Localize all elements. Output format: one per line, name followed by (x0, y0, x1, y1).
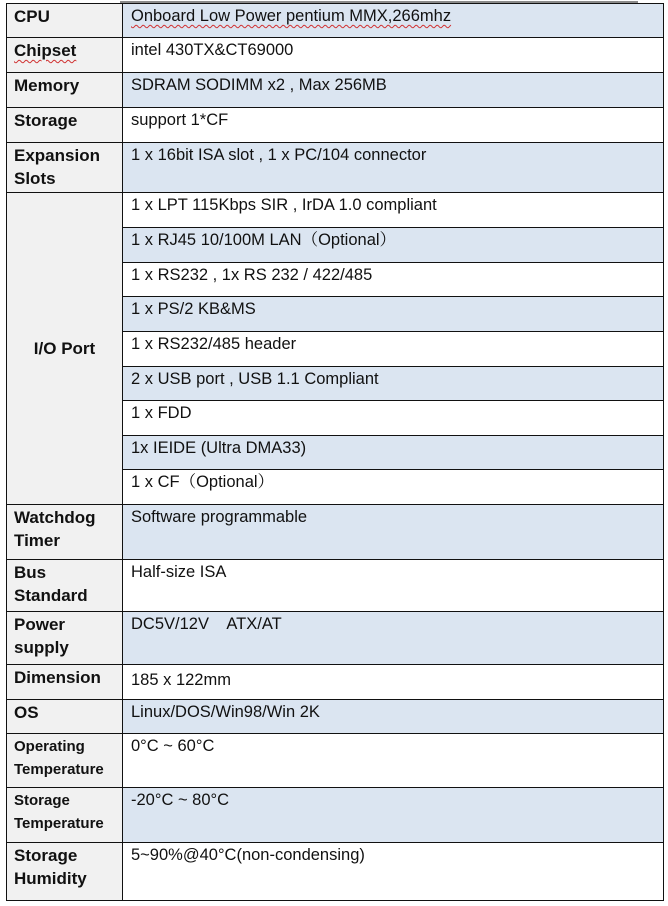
value-os: Linux/DOS/Win98/Win 2K (123, 700, 664, 734)
label-storage: Storage (7, 108, 123, 143)
value-power-supply: DC5V/12V ATX/AT (123, 612, 664, 665)
label-expansion-slots: Expansion Slots (7, 143, 123, 193)
value-bus-standard: Half-size ISA (123, 560, 664, 612)
value-io-rs232: 1 x RS232 , 1x RS 232 / 422/485 (123, 263, 664, 297)
table-row-dimension (7, 665, 664, 700)
table-row-watchdog (7, 505, 664, 560)
value-storage: support 1*CF (123, 108, 664, 143)
value-io-fdd: 1 x FDD (123, 401, 664, 436)
value-io-rj45: 1 x RJ45 10/100M LAN（Optional） (123, 228, 664, 263)
value-chipset: intel 430TX&CT69000 (123, 38, 664, 73)
value-expansion-slots: 1 x 16bit ISA slot , 1 x PC/104 connector (123, 143, 664, 193)
table-row-memory (7, 73, 664, 108)
table-row-storage (7, 108, 664, 143)
table-row-power (7, 612, 664, 665)
value-io-cf: 1 x CF（Optional） (123, 470, 664, 505)
label-bus-standard: Bus Standard (7, 560, 123, 612)
table-row-os (7, 700, 664, 734)
label-storage-humidity: Storage Humidity (7, 843, 123, 901)
label-chipset: Chipset (7, 38, 123, 73)
value-operating-temperature: 0°C ~ 60°C (123, 734, 664, 788)
spec-table (6, 3, 664, 901)
table-row-io-1 (7, 193, 664, 228)
label-storage-temperature: Storage Temperature (7, 788, 123, 843)
label-watchdog-timer: Watchdog Timer (7, 505, 123, 560)
label-operating-temperature: Operating Temperature (7, 734, 123, 788)
value-dimension: 185 x 122mm (123, 665, 664, 700)
value-storage-temperature: -20°C ~ 80°C (123, 788, 664, 843)
table-row-storage-temp (7, 788, 664, 843)
value-io-ide: 1x IEIDE (Ultra DMA33) (123, 436, 664, 470)
table-row-cpu (7, 4, 664, 38)
value-io-ps2: 1 x PS/2 KB&MS (123, 297, 664, 332)
label-io-port: I/O Port (7, 193, 123, 505)
value-io-lpt: 1 x LPT 115Kbps SIR , IrDA 1.0 compliant (123, 193, 664, 228)
value-watchdog-timer: Software programmable (123, 505, 664, 560)
table-row-expansion (7, 143, 664, 193)
value-memory: SDRAM SODIMM x2 , Max 256MB (123, 73, 664, 108)
label-dimension: Dimension (7, 665, 123, 700)
label-os: OS (7, 700, 123, 734)
value-io-rs485-header: 1 x RS232/485 header (123, 332, 664, 367)
table-row-storage-humidity (7, 843, 664, 901)
label-memory: Memory (7, 73, 123, 108)
table-row-chipset (7, 38, 664, 73)
value-io-usb: 2 x USB port , USB 1.1 Compliant (123, 367, 664, 401)
value-storage-humidity: 5~90%@40°C(non-condensing) (123, 843, 664, 901)
label-cpu: CPU (7, 4, 123, 38)
table-row-operating-temp (7, 734, 664, 788)
label-power-supply: Power supply (7, 612, 123, 665)
table-row-bus (7, 560, 664, 612)
value-cpu: Onboard Low Power pentium MMX,266mhz (123, 4, 664, 38)
